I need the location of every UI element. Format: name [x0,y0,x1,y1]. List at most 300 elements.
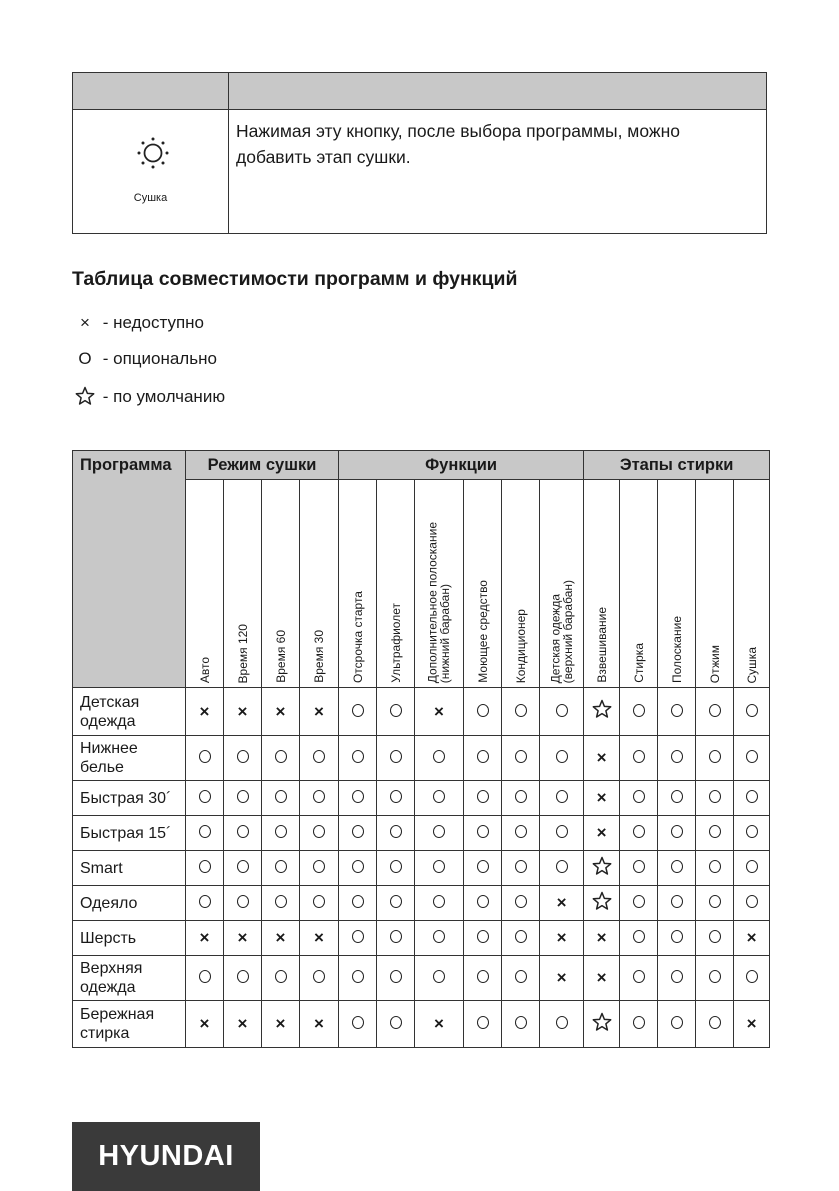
column-header-label: Дополнительное полоскание (нижний барабан) [425,521,453,683]
optional-cell [300,956,339,1001]
cross-icon: × [596,788,607,807]
optional-cell [377,1001,415,1048]
optional-cell [339,736,377,781]
optional-cell [734,688,770,736]
circle-icon [199,860,211,873]
circle-icon [515,930,527,943]
optional-cell [415,886,464,921]
program-name: Одеяло [73,886,186,921]
optional-cell [339,781,377,816]
optional-cell [377,781,415,816]
circle-icon [433,750,445,763]
optional-cell [300,736,339,781]
circle-icon [709,970,721,983]
program-name: Детская одежда [73,688,186,736]
circle-icon [313,790,325,803]
cross-icon: × [80,313,90,332]
optional-cell [734,851,770,886]
optional-cell [540,781,584,816]
column-header [377,480,415,688]
circle-icon [433,790,445,803]
column-header [415,480,464,688]
circle-icon [390,704,402,717]
circle-icon [199,825,211,838]
circle-icon [313,825,325,838]
optional-cell [620,921,658,956]
table-row [73,886,770,921]
optional-cell [224,851,262,886]
default-cell [584,1001,620,1048]
optional-cell [696,956,734,1001]
optional-cell [620,736,658,781]
circle-icon [556,860,568,873]
optional-cell [696,851,734,886]
column-header [502,480,540,688]
cross-icon: × [199,1014,210,1033]
optional-cell [377,816,415,851]
column-header [300,480,339,688]
circle-icon [633,750,645,763]
circle-icon [556,790,568,803]
circle-icon [477,704,489,717]
circle-icon [556,825,568,838]
optional-cell [734,956,770,1001]
optional-cell [262,736,300,781]
star-icon [592,704,612,723]
column-header [464,480,502,688]
cross-icon: × [314,928,324,947]
optional-cell [464,816,502,851]
circle-icon [275,750,287,763]
circle-icon [390,930,402,943]
circle-icon [433,860,445,873]
circle-icon [199,750,211,763]
optional-cell [502,816,540,851]
optional-cell [502,921,540,956]
circle-icon [352,750,364,763]
circle-icon [515,970,527,983]
circle-icon [709,1016,721,1029]
program-header: Программа [73,451,186,688]
unavailable-cell [224,688,262,736]
circle-icon [671,750,683,763]
legend-text: - опционально [102,349,217,368]
column-header-label: Полоскание [669,615,684,683]
optional-cell [377,736,415,781]
circle-icon [390,895,402,908]
column-header [262,480,300,688]
optional-cell [300,851,339,886]
circle-icon [633,704,645,717]
optional-cell [415,781,464,816]
circle-icon [746,750,758,763]
optional-cell [734,781,770,816]
optional-cell [540,736,584,781]
circle-icon [477,825,489,838]
circle-icon [746,704,758,717]
program-name: Шерсть [73,921,186,956]
cross-icon: × [314,1014,324,1033]
compatibility-table [72,450,770,1048]
optional-cell [464,781,502,816]
unavailable-cell [584,736,620,781]
circle-icon [275,970,287,983]
circle-icon [390,825,402,838]
cross-icon: × [434,701,444,721]
table-row [73,851,770,886]
circle-icon [313,895,325,908]
circle-icon [433,895,445,908]
group-header-drying: Режим сушки [186,451,339,480]
optional-cell [415,921,464,956]
star-icon [72,386,98,406]
circle-icon [352,895,364,908]
circle-icon [709,750,721,763]
default-cell [584,688,620,736]
column-header [696,480,734,688]
unavailable-cell [224,1001,262,1048]
optional-cell [377,851,415,886]
column-header [224,480,262,688]
legend-default [72,386,225,407]
circle-icon [477,1016,489,1029]
optional-cell [620,886,658,921]
icon-label: Сушка [133,192,168,204]
circle-icon [671,1016,683,1029]
unavailable-cell [186,688,224,736]
legend-unavailable [72,313,204,333]
table-row [73,736,770,781]
circle-icon [709,790,721,803]
drying-button-cell [73,110,229,234]
table-row [73,688,770,736]
circle-icon [671,895,683,908]
optional-cell [262,851,300,886]
legend-text: - по умолчанию [102,387,226,406]
circle-icon [352,1016,364,1029]
optional-cell [224,736,262,781]
optional-cell [734,816,770,851]
optional-cell [464,851,502,886]
circle-icon [237,860,249,873]
optional-cell [377,886,415,921]
unavailable-cell [415,1001,464,1048]
optional-cell [262,886,300,921]
circle-icon [237,750,249,763]
unavailable-cell [540,886,584,921]
unavailable-cell [584,816,620,851]
optional-cell [658,851,696,886]
unavailable-cell [262,688,300,736]
optional-cell [502,781,540,816]
unavailable-cell [224,921,262,956]
optional-cell [339,921,377,956]
circle-icon [390,790,402,803]
circle-icon [709,895,721,908]
cross-icon: × [199,928,210,947]
table-row [73,956,770,1001]
optional-cell [415,736,464,781]
cross-icon: × [237,928,248,947]
circle-icon [709,704,721,717]
column-header-label: Стирка [631,643,646,683]
unavailable-cell [415,688,464,736]
optional-cell [658,781,696,816]
optional-cell [262,781,300,816]
optional-cell [262,816,300,851]
optional-cell [502,886,540,921]
cross-icon: × [275,928,286,947]
column-header-label: Время 120 [235,623,250,683]
circle-icon [633,1016,645,1029]
circle-icon [433,970,445,983]
drying-description: Нажимая эту кнопку, после выбора программы, можно добавить этап сушки. [229,110,767,234]
circle-icon [477,860,489,873]
circle-icon [237,825,249,838]
unavailable-cell [262,1001,300,1048]
unavailable-cell [584,921,620,956]
circle-icon [390,750,402,763]
circle-icon [352,704,364,717]
unavailable-cell [186,1001,224,1048]
circle-icon [352,930,364,943]
circle-icon [390,970,402,983]
program-name: Быстрая 30´ [73,781,186,816]
cross-icon: × [237,1014,248,1033]
circle-icon [671,825,683,838]
circle-icon [199,895,211,908]
optional-cell [464,688,502,736]
circle-icon [237,970,249,983]
unavailable-cell [540,956,584,1001]
optional-cell [540,1001,584,1048]
circle-icon [746,895,758,908]
optional-cell [377,921,415,956]
optional-cell [224,816,262,851]
optional-cell [415,816,464,851]
optional-cell [502,956,540,1001]
optional-cell [464,956,502,1001]
optional-cell [734,886,770,921]
optional-cell [620,816,658,851]
unavailable-cell [262,921,300,956]
column-header [186,480,224,688]
circle-icon [709,825,721,838]
optional-cell [464,736,502,781]
circle-icon [313,970,325,983]
optional-cell [540,851,584,886]
cross-icon: × [237,701,248,721]
optional-cell [186,736,224,781]
optional-cell [186,851,224,886]
column-header [339,480,377,688]
column-header-label: Отсрочка старта [350,590,365,683]
cross-icon: × [596,928,607,947]
optional-cell [658,736,696,781]
optional-cell [502,688,540,736]
optional-cell [224,781,262,816]
circle-icon [275,825,287,838]
program-name: Smart [73,851,186,886]
circle-icon [709,860,721,873]
circle-icon [746,860,758,873]
sun-icon [136,136,170,170]
optional-cell [186,956,224,1001]
circle-icon [709,930,721,943]
optional-cell [377,688,415,736]
circle-icon [556,750,568,763]
circle-icon [671,704,683,717]
optional-cell [696,1001,734,1048]
optional-cell [734,736,770,781]
cross-icon: × [556,968,567,987]
circle-icon [515,790,527,803]
circle-icon [746,970,758,983]
optional-cell [658,921,696,956]
star-icon [592,896,612,915]
optional-cell [339,886,377,921]
column-header [620,480,658,688]
circle-icon [199,970,211,983]
optional-cell [620,851,658,886]
column-header-label: Отжим [707,644,722,683]
optional-cell [658,688,696,736]
unavailable-cell [300,921,339,956]
circle-icon [633,970,645,983]
table-row [73,921,770,956]
group-header-functions: Функции [339,451,584,480]
circle-icon [352,790,364,803]
table-row [73,781,770,816]
program-name: Нижнее белье [73,736,186,781]
optional-cell [300,781,339,816]
circle-icon [433,930,445,943]
cross-icon: × [746,928,757,947]
circle-icon [237,895,249,908]
cross-icon: × [556,928,567,947]
cross-icon: × [556,893,567,912]
optional-cell [540,816,584,851]
circle-icon [477,970,489,983]
column-header [540,480,584,688]
cross-icon: × [596,968,607,987]
circle-icon [671,970,683,983]
star-icon [592,1017,612,1036]
circle-icon [352,825,364,838]
group-header-stages: Этапы стирки [584,451,770,480]
circle-icon [556,704,568,717]
circle-icon [515,704,527,717]
star-icon [592,861,612,880]
table-row [73,1001,770,1048]
circle-icon [237,790,249,803]
optional-cell [696,816,734,851]
optional-cell [339,1001,377,1048]
unavailable-cell [300,688,339,736]
circle-icon [671,860,683,873]
circle-icon [633,790,645,803]
optional-cell [620,956,658,1001]
optional-cell [658,1001,696,1048]
circle-icon [633,895,645,908]
column-header-label: Сушка [744,646,759,683]
circle-icon [477,895,489,908]
optional-cell [696,781,734,816]
circle-icon [275,790,287,803]
optional-cell [377,956,415,1001]
column-header-label: Время 30 [311,630,326,683]
column-header-label: Авто [197,656,212,683]
optional-cell [540,688,584,736]
table-row [73,816,770,851]
unavailable-cell [734,1001,770,1048]
optional-cell [186,886,224,921]
column-header-label: Ультрафиолет [388,603,403,683]
circle-icon [746,825,758,838]
optional-cell [464,886,502,921]
optional-cell [658,886,696,921]
optional-cell [339,956,377,1001]
program-name: Верхняя одежда [73,956,186,1001]
program-name: Бережная стирка [73,1001,186,1048]
column-header [734,480,770,688]
cross-icon: × [434,1014,444,1033]
circle-icon [313,860,325,873]
optional-cell [300,886,339,921]
legend-optional [72,349,217,369]
column-header-label: Время 60 [273,630,288,683]
optional-cell [464,921,502,956]
unavailable-cell [540,921,584,956]
column-header-label: Взвешивание [594,607,609,683]
optional-cell [300,816,339,851]
circle-icon [275,895,287,908]
circle-icon [671,930,683,943]
circle-icon [633,860,645,873]
optional-cell [696,921,734,956]
default-cell [584,851,620,886]
circle-icon [633,930,645,943]
optional-cell [696,688,734,736]
section-title: Таблица совместимости программ и функций [72,268,518,290]
column-header-label: Кондиционер [513,608,528,683]
optional-cell [415,851,464,886]
unavailable-cell [734,921,770,956]
optional-cell [696,736,734,781]
circle-icon [433,825,445,838]
optional-cell [658,816,696,851]
optional-cell [339,851,377,886]
default-cell [584,886,620,921]
circle-icon [515,860,527,873]
optional-cell [502,1001,540,1048]
circle-icon [671,790,683,803]
optional-cell [658,956,696,1001]
circle-icon [515,895,527,908]
optional-cell [186,816,224,851]
cross-icon: × [314,701,324,721]
circle-icon: O [78,349,92,368]
circle-icon [477,750,489,763]
circle-icon [633,825,645,838]
circle-icon [390,1016,402,1029]
circle-icon [390,860,402,873]
circle-icon [313,750,325,763]
circle-icon [515,825,527,838]
optional-cell [339,816,377,851]
legend-text: - недоступно [102,313,204,332]
unavailable-cell [186,921,224,956]
